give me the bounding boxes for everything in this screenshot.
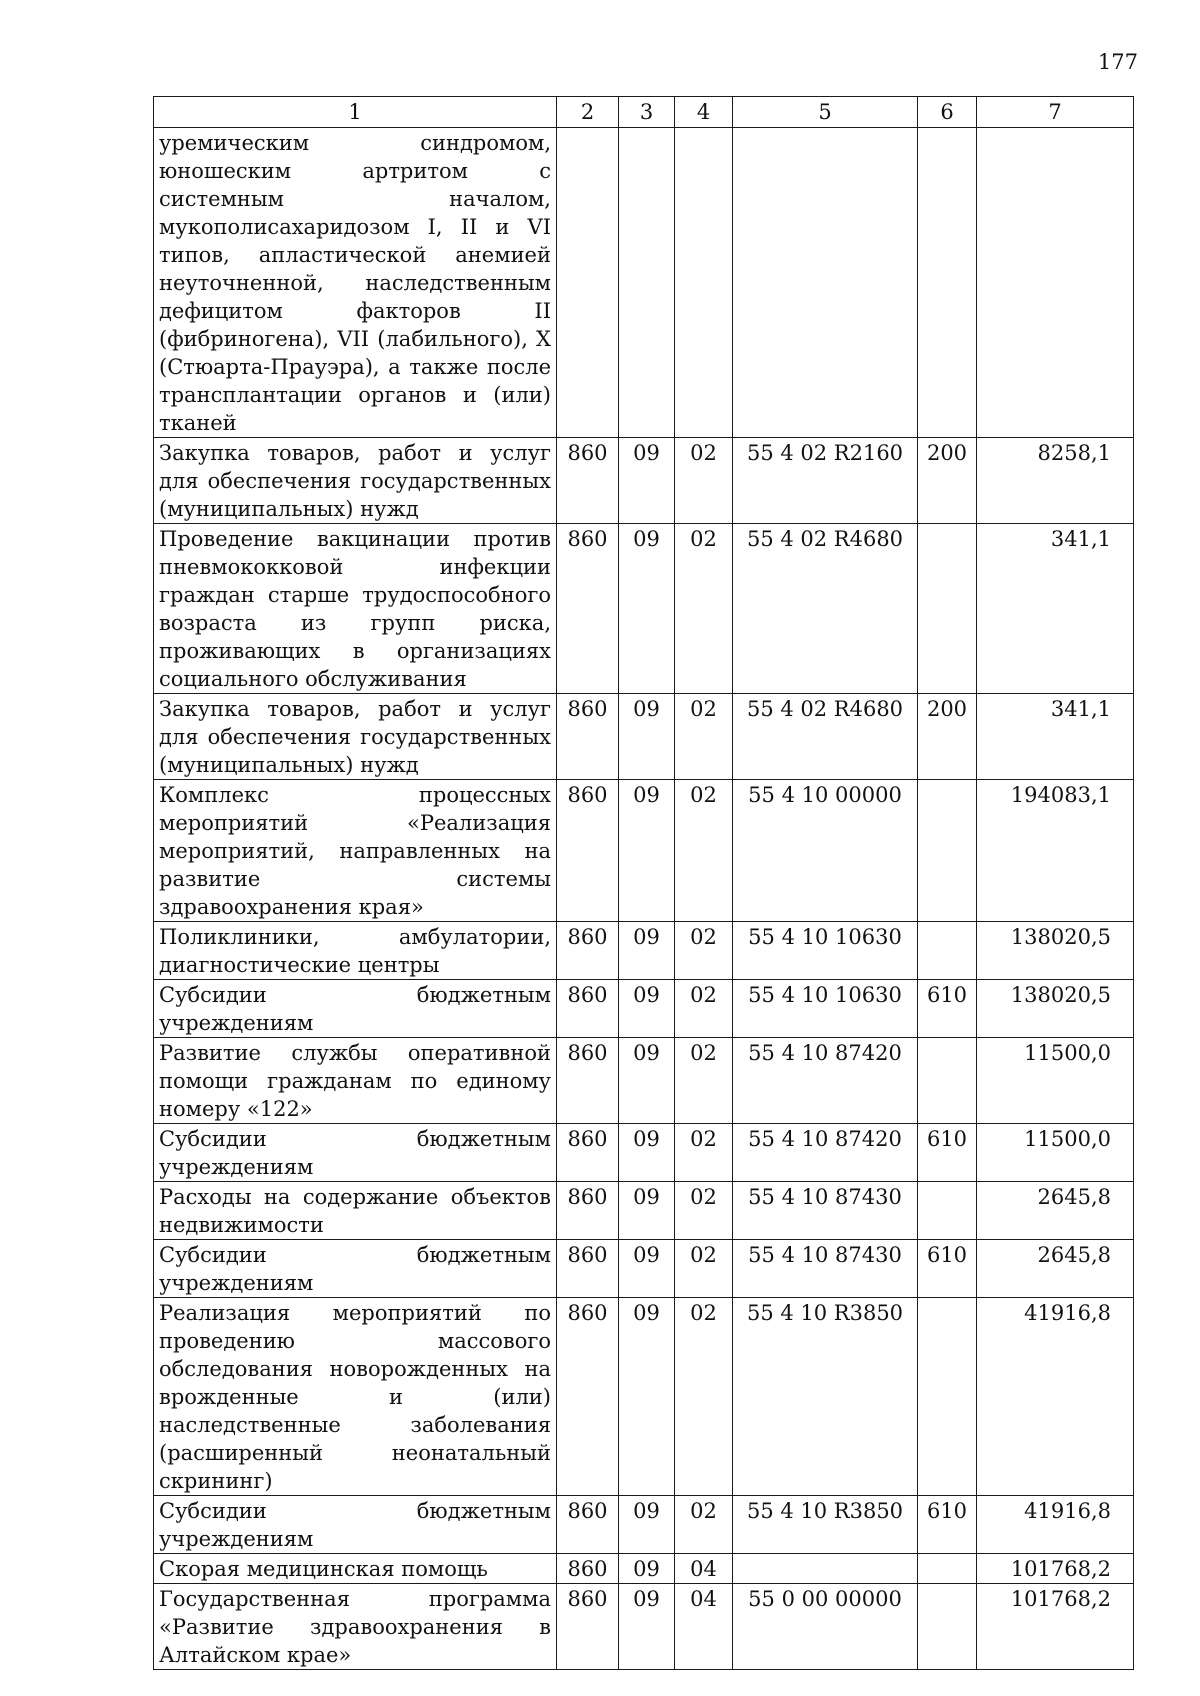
row-name: Поликлиники, амбулатории, диагностические центры — [154, 922, 557, 980]
target-article-code: 55 4 10 87430 — [733, 1240, 918, 1298]
section-code: 09 — [619, 438, 675, 524]
target-article-code: 55 4 10 87420 — [733, 1038, 918, 1124]
expense-type-code — [918, 1584, 977, 1670]
ministry-code: 860 — [557, 438, 619, 524]
expense-type-code: 200 — [918, 694, 977, 780]
amount: 194083,1 — [977, 780, 1134, 922]
expense-type-code — [918, 922, 977, 980]
section-code: 09 — [619, 1182, 675, 1240]
row-name: Комплекс процессных мероприятий «Реализация мероприятий, направленных на развитие системы здравоохранения края» — [154, 780, 557, 922]
subsection-code: 04 — [675, 1584, 733, 1670]
row-name: уремическим синдромом, юношеским артритом с системным началом, мукополисахаридозом I, II и VI типов, апластической анемией неуточненной, наследственным дефицитом факторов II (фибриногена), VII (лабильного), X (Стюарта-Прауэра), а также после трансплантации органов и (или) тканей — [154, 128, 557, 438]
target-article-code: 55 0 00 00000 — [733, 1584, 918, 1670]
page-number: 177 — [1097, 50, 1138, 74]
row-name: Субсидии бюджетным учреждениям — [154, 1240, 557, 1298]
section-code: 09 — [619, 1554, 675, 1584]
row-name: Развитие службы оперативной помощи гражданам по единому номеру «122» — [154, 1038, 557, 1124]
table-row — [154, 438, 1134, 524]
amount: 11500,0 — [977, 1038, 1134, 1124]
subsection-code: 02 — [675, 1240, 733, 1298]
table-row — [154, 780, 1134, 922]
amount: 341,1 — [977, 694, 1134, 780]
ministry-code: 860 — [557, 980, 619, 1038]
subsection-code: 02 — [675, 1038, 733, 1124]
table-row — [154, 1496, 1134, 1554]
row-name: Скорая медицинская помощь — [154, 1554, 557, 1584]
expense-type-code — [918, 1182, 977, 1240]
amount: 138020,5 — [977, 922, 1134, 980]
target-article-code — [733, 1554, 918, 1584]
table-row — [154, 1038, 1134, 1124]
ministry-code: 860 — [557, 1240, 619, 1298]
target-article-code: 55 4 02 R4680 — [733, 694, 918, 780]
expense-type-code — [918, 128, 977, 438]
target-article-code: 55 4 10 10630 — [733, 922, 918, 980]
table-row — [154, 524, 1134, 694]
amount: 8258,1 — [977, 438, 1134, 524]
ministry-code: 860 — [557, 1182, 619, 1240]
amount: 41916,8 — [977, 1298, 1134, 1496]
amount: 101768,2 — [977, 1554, 1134, 1584]
amount: 2645,8 — [977, 1182, 1134, 1240]
column-header-3: 3 — [619, 97, 675, 128]
ministry-code: 860 — [557, 1496, 619, 1554]
ministry-code: 860 — [557, 524, 619, 694]
subsection-code: 02 — [675, 980, 733, 1038]
amount: 11500,0 — [977, 1124, 1134, 1182]
column-header-4: 4 — [675, 97, 733, 128]
target-article-code: 55 4 10 87430 — [733, 1182, 918, 1240]
section-code: 09 — [619, 780, 675, 922]
expense-type-code — [918, 1554, 977, 1584]
subsection-code: 02 — [675, 1182, 733, 1240]
table-row — [154, 694, 1134, 780]
ministry-code: 860 — [557, 922, 619, 980]
ministry-code: 860 — [557, 1038, 619, 1124]
expense-type-code: 610 — [918, 1496, 977, 1554]
ministry-code: 860 — [557, 694, 619, 780]
table-row — [154, 980, 1134, 1038]
expense-type-code: 610 — [918, 1240, 977, 1298]
subsection-code: 02 — [675, 1124, 733, 1182]
subsection-code: 02 — [675, 780, 733, 922]
section-code: 09 — [619, 524, 675, 694]
target-article-code — [733, 128, 918, 438]
row-name: Реализация мероприятий по проведению массового обследования новорожденных на врожденные и (или) наследственные заболевания (расширенный неонатальный скрининг) — [154, 1298, 557, 1496]
section-code: 09 — [619, 694, 675, 780]
column-header-2: 2 — [557, 97, 619, 128]
subsection-code: 02 — [675, 438, 733, 524]
section-code: 09 — [619, 1038, 675, 1124]
ministry-code: 860 — [557, 1584, 619, 1670]
target-article-code: 55 4 02 R4680 — [733, 524, 918, 694]
subsection-code: 02 — [675, 1496, 733, 1554]
ministry-code — [557, 128, 619, 438]
table-row — [154, 1298, 1134, 1496]
amount: 101768,2 — [977, 1584, 1134, 1670]
amount — [977, 128, 1134, 438]
column-header-5: 5 — [733, 97, 918, 128]
expense-type-code — [918, 524, 977, 694]
row-name: Субсидии бюджетным учреждениям — [154, 980, 557, 1038]
ministry-code: 860 — [557, 1554, 619, 1584]
row-name: Проведение вакцинации против пневмококковой инфекции граждан старше трудоспособного возраста из групп риска, проживающих в организациях социального обслуживания — [154, 524, 557, 694]
amount: 2645,8 — [977, 1240, 1134, 1298]
amount: 41916,8 — [977, 1496, 1134, 1554]
section-code — [619, 128, 675, 438]
section-code: 09 — [619, 1240, 675, 1298]
table-row — [154, 128, 1134, 438]
ministry-code: 860 — [557, 1298, 619, 1496]
row-name: Закупка товаров, работ и услуг для обеспечения государственных (муниципальных) нужд — [154, 694, 557, 780]
row-name: Субсидии бюджетным учреждениям — [154, 1124, 557, 1182]
target-article-code: 55 4 10 87420 — [733, 1124, 918, 1182]
subsection-code: 02 — [675, 1298, 733, 1496]
ministry-code: 860 — [557, 1124, 619, 1182]
amount: 341,1 — [977, 524, 1134, 694]
budget-table — [153, 96, 1134, 1670]
row-name: Государственная программа «Развитие здравоохранения в Алтайском крае» — [154, 1584, 557, 1670]
ministry-code: 860 — [557, 780, 619, 922]
expense-type-code — [918, 1038, 977, 1124]
column-header-6: 6 — [918, 97, 977, 128]
expense-type-code: 200 — [918, 438, 977, 524]
target-article-code: 55 4 10 10630 — [733, 980, 918, 1038]
expense-type-code: 610 — [918, 980, 977, 1038]
section-code: 09 — [619, 1496, 675, 1554]
target-article-code: 55 4 02 R2160 — [733, 438, 918, 524]
table-row — [154, 1124, 1134, 1182]
row-name: Закупка товаров, работ и услуг для обеспечения государственных (муниципальных) нужд — [154, 438, 557, 524]
row-name: Субсидии бюджетным учреждениям — [154, 1496, 557, 1554]
section-code: 09 — [619, 1584, 675, 1670]
section-code: 09 — [619, 980, 675, 1038]
section-code: 09 — [619, 1124, 675, 1182]
row-name: Расходы на содержание объектов недвижимости — [154, 1182, 557, 1240]
expense-type-code — [918, 1298, 977, 1496]
column-header-1: 1 — [154, 97, 557, 128]
subsection-code: 04 — [675, 1554, 733, 1584]
table-row — [154, 1584, 1134, 1670]
subsection-code: 02 — [675, 922, 733, 980]
table-row — [154, 1240, 1134, 1298]
table-row — [154, 1554, 1134, 1584]
header-row — [154, 97, 1134, 128]
target-article-code: 55 4 10 00000 — [733, 780, 918, 922]
target-article-code: 55 4 10 R3850 — [733, 1298, 918, 1496]
section-code: 09 — [619, 922, 675, 980]
expense-type-code: 610 — [918, 1124, 977, 1182]
section-code: 09 — [619, 1298, 675, 1496]
subsection-code: 02 — [675, 694, 733, 780]
target-article-code: 55 4 10 R3850 — [733, 1496, 918, 1554]
table-row — [154, 922, 1134, 980]
amount: 138020,5 — [977, 980, 1134, 1038]
expense-type-code — [918, 780, 977, 922]
subsection-code — [675, 128, 733, 438]
column-header-7: 7 — [977, 97, 1134, 128]
subsection-code: 02 — [675, 524, 733, 694]
table-row — [154, 1182, 1134, 1240]
